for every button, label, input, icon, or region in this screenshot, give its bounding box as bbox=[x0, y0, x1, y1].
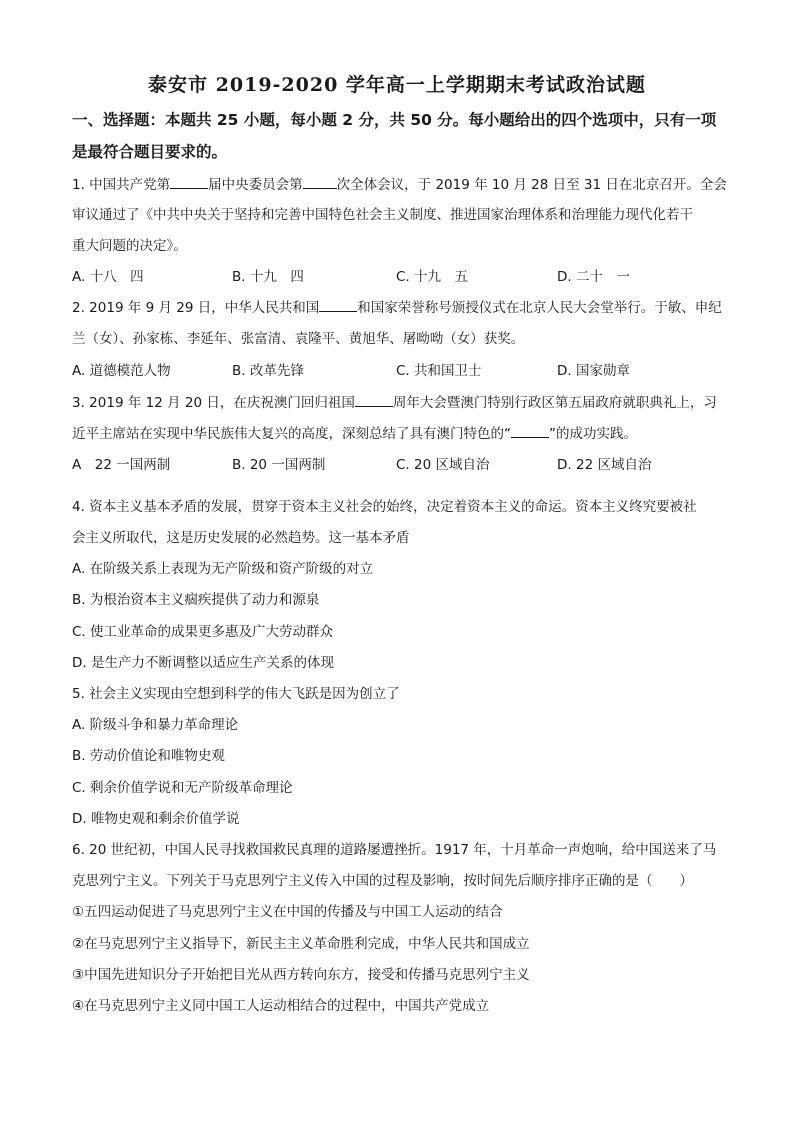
question-1-option-a: A. 十八 四 bbox=[72, 269, 144, 285]
question-2-option-c: C. 共和国卫士 bbox=[396, 363, 482, 379]
question-3-text-d: ”的成功实践。 bbox=[549, 426, 637, 442]
question-2-line-2: 兰（女）、孙家栋、李延年、张富清、袁隆平、黄旭华、屠呦呦（女）获奖。 bbox=[72, 331, 525, 347]
answer-blank bbox=[511, 423, 549, 438]
question-4-line-1: 4. 资本主义基本矛盾的发展，贯穿于资本主义社会的始终，决定着资本主义的命运。资本主义终究要被社 bbox=[72, 499, 697, 515]
question-5-option-b: B. 劳动价值论和唯物史观 bbox=[72, 748, 225, 764]
question-1-option-b: B. 十九 四 bbox=[232, 269, 304, 285]
answer-blank bbox=[319, 297, 357, 312]
answer-blank bbox=[303, 174, 337, 189]
question-6-item-3: ③中国先进知识分子开始把目光从西方转向东方，接受和传播马克思列宁主义 bbox=[72, 967, 530, 983]
question-4-option-a: A. 在阶级关系上表现为无产阶级和资产阶级的对立 bbox=[72, 561, 374, 577]
question-4-option-d: D. 是生产力不断调整以适应生产关系的体现 bbox=[72, 655, 334, 671]
question-2-line-1 bbox=[72, 296, 732, 316]
question-1-text-b: 届中央委员会第 bbox=[208, 177, 303, 193]
question-4-line-2: 会主义所取代，这是历史发展的必然趋势。这一基本矛盾 bbox=[72, 530, 410, 546]
question-6-item-1: ①五四运动促进了马克思列宁主义在中国的传播及与中国工人运动的结合 bbox=[72, 904, 503, 920]
question-1-line-3: 重大问题的决定》。 bbox=[72, 238, 187, 254]
question-2-text-a: 2. 2019 年 9 月 29 日，中华人民共和国 bbox=[72, 300, 320, 316]
question-3-line-1 bbox=[72, 391, 732, 411]
question-6-line-2: 克思列宁主义。下列关于马克思列宁主义传入中国的过程及影响，按时间先后顺序排序正确的是（ ） bbox=[72, 873, 693, 889]
question-1-line-1 bbox=[72, 173, 732, 193]
section-heading-line-2: 是最符合题目要求的。 bbox=[72, 143, 228, 161]
question-4-option-b: B. 为根治资本主义痼疾提供了动力和源泉 bbox=[72, 592, 320, 608]
answer-blank bbox=[355, 392, 393, 407]
question-6-item-4: ④在马克思列宁主义同中国工人运动相结合的过程中，中国共产党成立 bbox=[72, 998, 490, 1014]
question-4-option-c: C. 使工业革命的成果更多惠及广大劳动群众 bbox=[72, 624, 334, 640]
question-3-text-b: 周年大会暨澳门特别行政区第五届政府就职典礼上，习 bbox=[392, 395, 717, 411]
question-2-option-d: D. 国家勋章 bbox=[557, 363, 630, 379]
section-heading-line-1: 一、选择题：本题共 25 小题，每小题 2 分，共 50 分。每小题给出的四个选项中，只有一项 bbox=[72, 111, 717, 129]
question-5-option-d: D. 唯物史观和剩余价值学说 bbox=[72, 811, 240, 827]
question-3-line-2 bbox=[72, 422, 732, 442]
question-5-line-1: 5. 社会主义实现由空想到科学的伟大飞跃是因为创立了 bbox=[72, 686, 400, 702]
question-1-text-c: 次全体会议，于 2019 年 10 月 28 日至 31 日在北京召开。全会 bbox=[336, 177, 727, 193]
question-1-text-a: 1. 中国共产党第 bbox=[72, 177, 171, 193]
page-title: 泰安市 2019-2020 学年高一上学期期末考试政治试题 bbox=[148, 74, 646, 96]
question-3-option-a: A 22 一国两制 bbox=[72, 457, 171, 473]
answer-blank bbox=[170, 174, 208, 189]
question-6-line-1: 6. 20 世纪初，中国人民寻找救国救民真理的道路屡遭挫折。1917 年，十月革命一声炮响，给中国送来了马 bbox=[72, 842, 717, 858]
question-2-option-b: B. 改革先锋 bbox=[232, 363, 304, 379]
question-3-text-a: 3. 2019 年 12 月 20 日，在庆祝澳门回归祖国 bbox=[72, 395, 355, 411]
question-3-option-b: B. 20 一国两制 bbox=[232, 457, 326, 473]
question-3-text-c: 近平主席站在实现中华民族伟大复兴的高度，深刻总结了具有澳门特色的“ bbox=[72, 426, 511, 442]
question-1-option-d: D. 二十 一 bbox=[557, 269, 630, 285]
question-3-option-c: C. 20 区域自治 bbox=[396, 457, 490, 473]
question-2-option-a: A. 道德模范人物 bbox=[72, 363, 171, 379]
question-5-option-a: A. 阶级斗争和暴力革命理论 bbox=[72, 717, 239, 733]
question-6-item-2: ②在马克思列宁主义指导下，新民主主义革命胜利完成，中华人民共和国成立 bbox=[72, 936, 530, 952]
question-1-line-2: 审议通过了《中共中央关于坚持和完善中国特色社会主义制度、推进国家治理体系和治理能力现代化若干 bbox=[72, 207, 693, 223]
question-1-option-c: C. 十九 五 bbox=[396, 269, 469, 285]
question-2-text-b: 和国家荣誉称号颁授仪式在北京人民大会堂举行。于敏、申纪 bbox=[357, 300, 722, 316]
question-5-option-c: C. 剩余价值学说和无产阶级革命理论 bbox=[72, 780, 293, 796]
question-3-option-d: D. 22 区域自治 bbox=[557, 457, 652, 473]
